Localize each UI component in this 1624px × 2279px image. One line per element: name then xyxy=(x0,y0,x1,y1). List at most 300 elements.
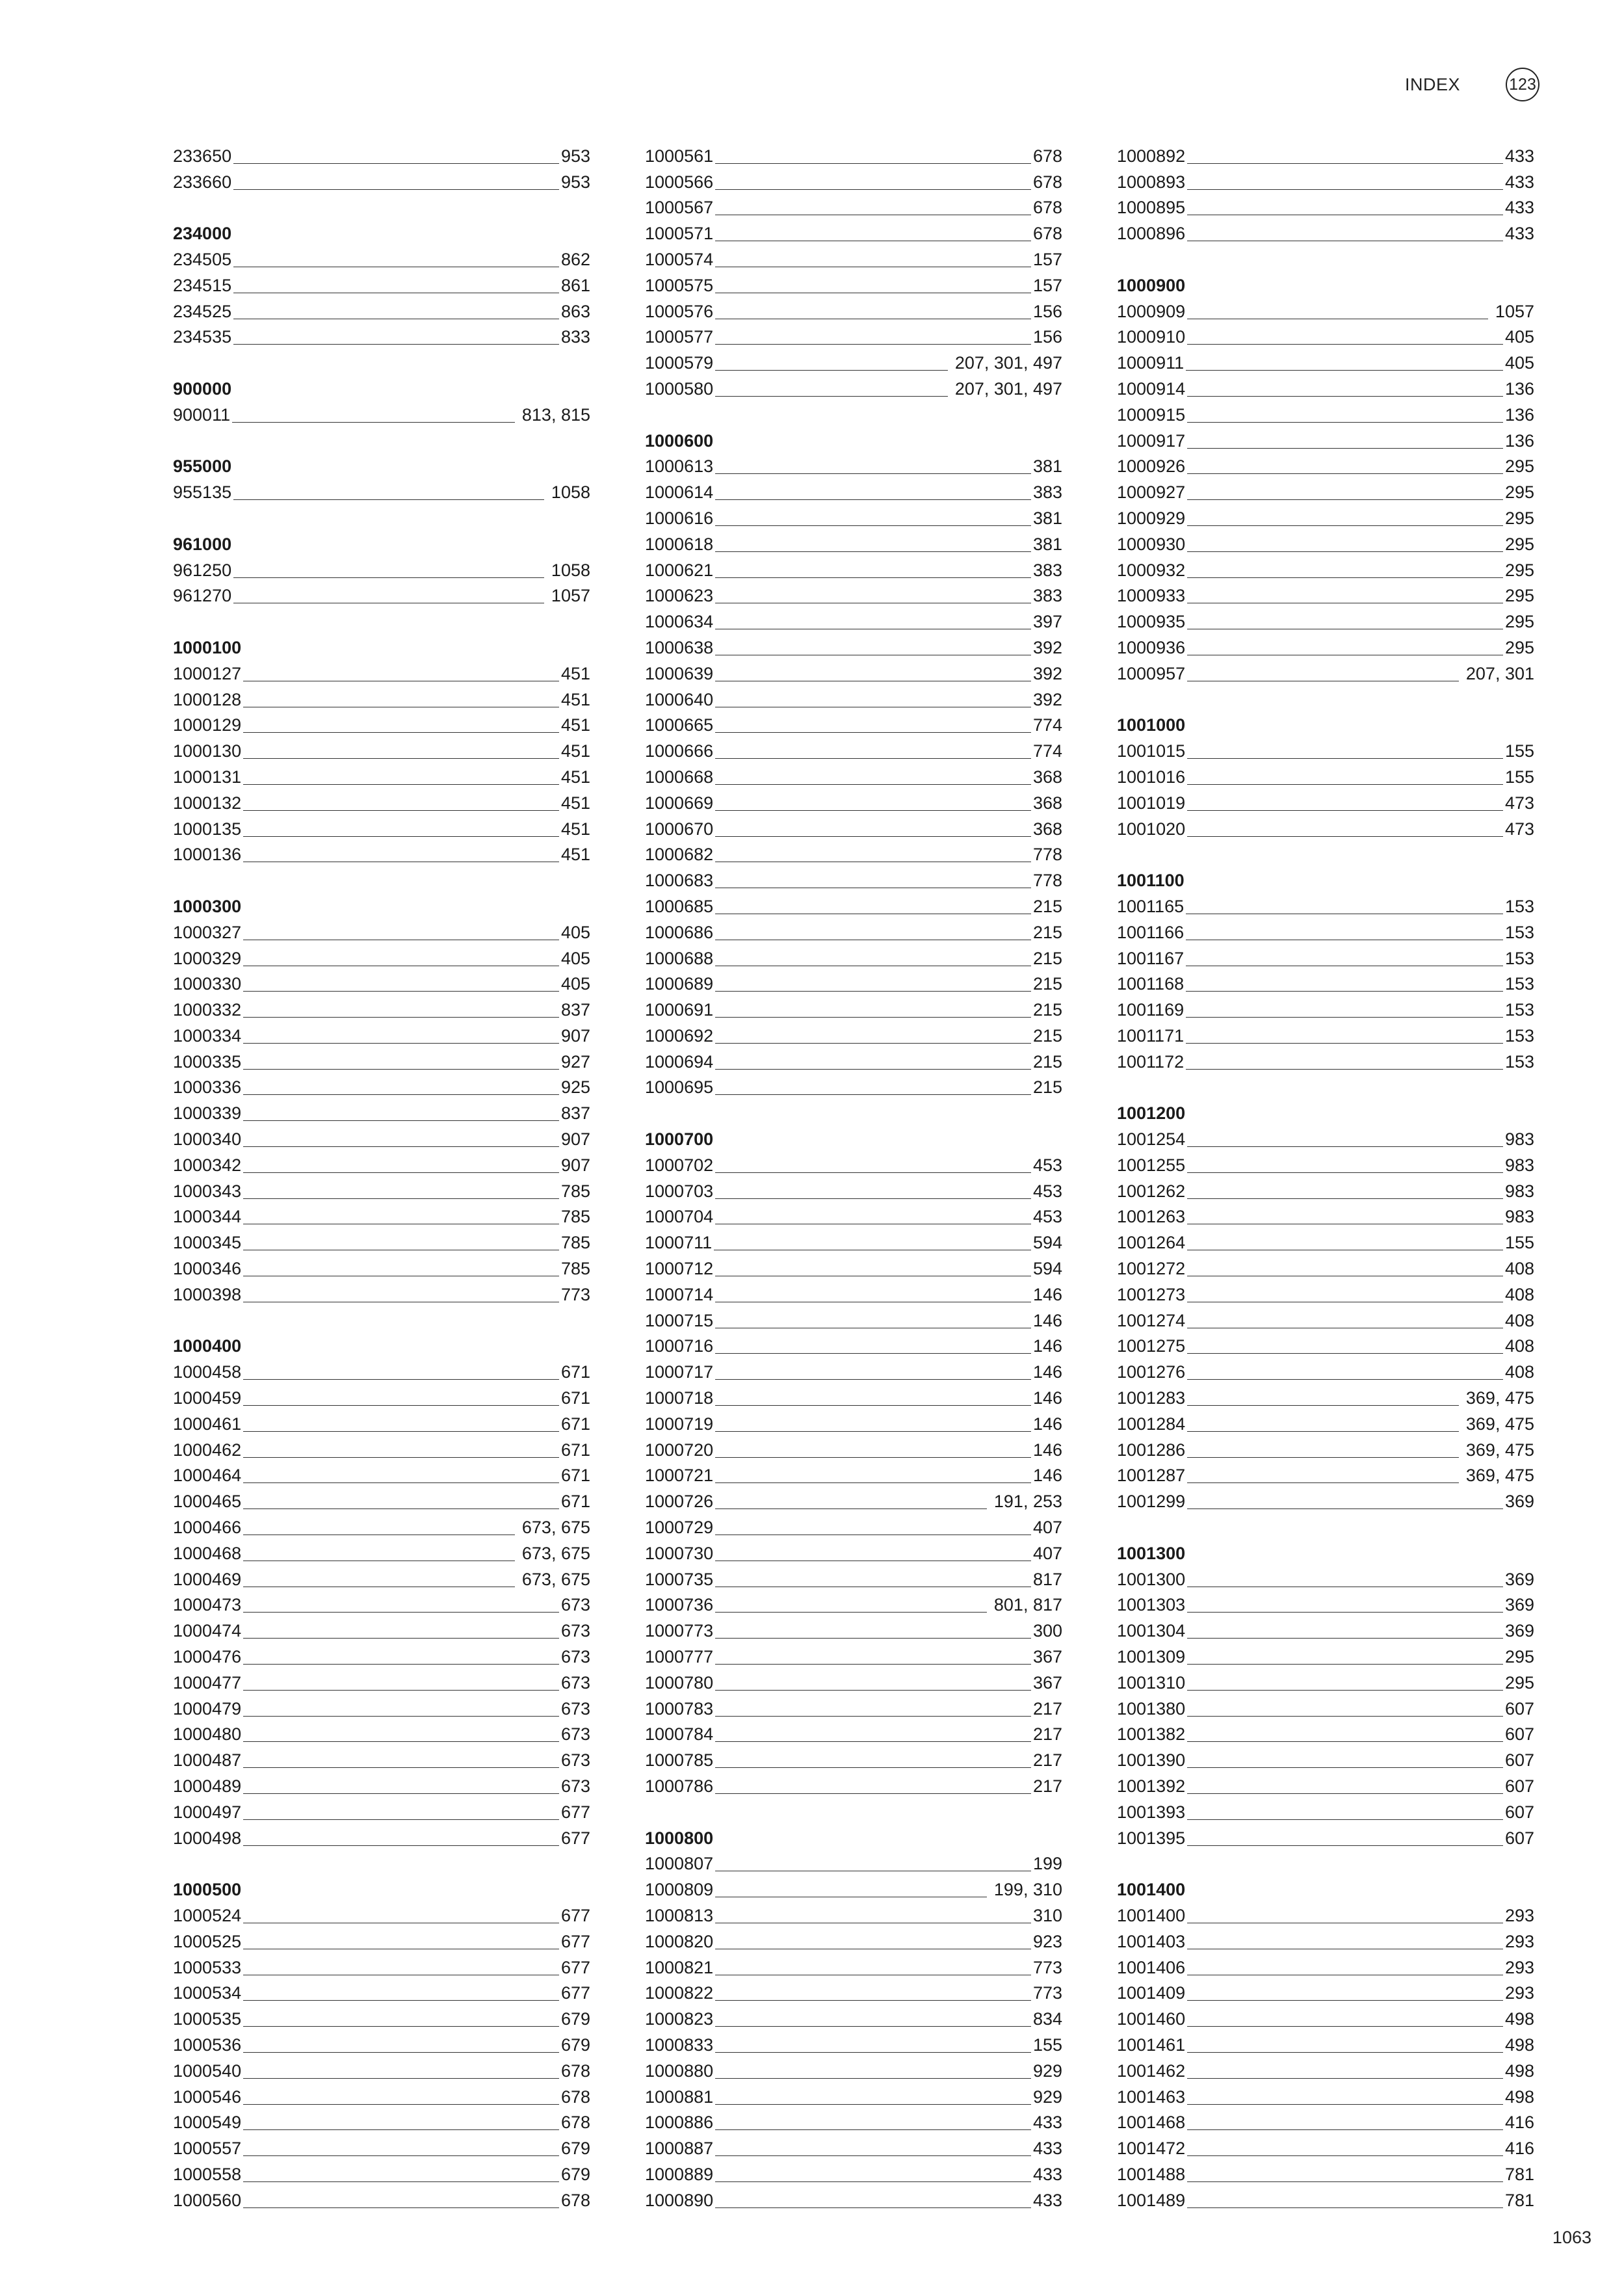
item-code: 1000536 xyxy=(173,2035,242,2055)
item-code: 955135 xyxy=(173,482,232,503)
index-entry xyxy=(1117,503,1534,529)
leader-line xyxy=(1187,1741,1503,1742)
page-reference: 293 xyxy=(1504,1905,1534,1925)
page-reference: 673 xyxy=(560,1672,590,1693)
leader-line xyxy=(715,1352,1031,1354)
leader-line xyxy=(1187,1508,1503,1509)
item-code: 1001167 xyxy=(1117,948,1185,968)
page-reference: 217 xyxy=(1032,1776,1062,1796)
page-reference: 146 xyxy=(1032,1336,1062,1356)
page-reference: 153 xyxy=(1504,1000,1534,1020)
item-code: 1000479 xyxy=(173,1698,242,1719)
item-code: 1000135 xyxy=(173,819,242,839)
index-entry xyxy=(645,2081,1062,2107)
item-code: 1000685 xyxy=(645,896,714,916)
item-code: 1000917 xyxy=(1117,430,1186,451)
leader-line xyxy=(1187,1767,1503,1768)
index-group-heading xyxy=(1117,1098,1534,1124)
index-entry xyxy=(1117,1279,1534,1305)
leader-line xyxy=(243,1974,559,1975)
page-reference: 671 xyxy=(560,1440,590,1460)
page-reference: 416 xyxy=(1504,2113,1534,2133)
leader-line xyxy=(715,2077,1031,2079)
index-entry xyxy=(645,296,1062,322)
page-reference: 433 xyxy=(1032,2190,1062,2210)
spacer xyxy=(173,1305,590,1331)
leader-line xyxy=(715,1611,987,1613)
index-entry xyxy=(1117,2055,1534,2081)
item-code: 1000813 xyxy=(645,1905,714,1925)
index-entry xyxy=(645,1434,1062,1460)
page-reference: 368 xyxy=(1032,767,1062,787)
page-reference: 451 xyxy=(560,793,590,813)
page-reference: 293 xyxy=(1504,1957,1534,1977)
item-code: 1000398 xyxy=(173,1284,242,1304)
index-entry xyxy=(645,2133,1062,2159)
leader-line xyxy=(243,1793,559,1794)
leader-line xyxy=(1187,1637,1503,1639)
index-group-heading xyxy=(173,1331,590,1357)
page-reference: 155 xyxy=(1504,1233,1534,1253)
page-reference: 215 xyxy=(1032,1000,1062,1020)
leader-line xyxy=(243,1404,559,1406)
item-code: 1000343 xyxy=(173,1181,242,1201)
index-entry xyxy=(1117,1952,1534,1978)
index-column-1 xyxy=(173,140,590,2211)
index-entry xyxy=(645,1874,1062,1900)
page-reference: 368 xyxy=(1032,819,1062,839)
index-entry xyxy=(173,1900,590,1926)
leader-line xyxy=(243,1948,559,1949)
item-code: 1001276 xyxy=(1117,1362,1186,1382)
index-entry xyxy=(173,1020,590,1046)
item-code: 1001171 xyxy=(1117,1025,1185,1046)
index-entry xyxy=(1117,1900,1534,1926)
index-entry xyxy=(1117,735,1534,761)
item-code: 1001300 xyxy=(1117,1569,1186,1589)
item-code: 1000909 xyxy=(1117,301,1186,321)
page-reference: 453 xyxy=(1032,1155,1062,1175)
item-code: 1001461 xyxy=(1117,2035,1186,2055)
leader-line xyxy=(1186,965,1503,966)
page-reference: 433 xyxy=(1504,146,1534,166)
item-code: 1001390 xyxy=(1117,1750,1186,1771)
leader-line xyxy=(1186,990,1503,992)
leader-line xyxy=(243,1172,559,1173)
page-reference: 146 xyxy=(1032,1466,1062,1486)
item-code: 1000890 xyxy=(645,2190,714,2210)
item-code: 1001392 xyxy=(1117,1776,1186,1796)
item-code: 1000889 xyxy=(645,2164,714,2184)
item-code: 1000558 xyxy=(173,2164,242,2184)
page-reference: 929 xyxy=(1032,2061,1062,2081)
item-code: 1000458 xyxy=(173,1362,242,1382)
item-code: 1000786 xyxy=(645,1776,714,1796)
page-reference: 679 xyxy=(560,2035,590,2055)
index-entry xyxy=(173,2185,590,2211)
item-code: 1000893 xyxy=(1117,172,1186,192)
leader-line xyxy=(715,939,1031,940)
page-reference: 817 xyxy=(1032,1569,1062,1589)
page-reference: 433 xyxy=(1032,2164,1062,2184)
leader-line xyxy=(1187,1223,1503,1224)
leader-line xyxy=(243,1016,559,1018)
page-reference: 369, 475 xyxy=(1465,1414,1534,1434)
item-code: 900011 xyxy=(173,404,231,425)
leader-line xyxy=(1187,1974,1503,1975)
item-code: 1000461 xyxy=(173,1414,242,1434)
page-reference: 1057 xyxy=(551,586,590,606)
page-number: 1063 xyxy=(1552,2228,1591,2247)
page-reference: 907 xyxy=(560,1155,590,1175)
group-heading-code: 1000800 xyxy=(645,1828,714,1848)
page-reference: 673 xyxy=(560,1776,590,1796)
page-reference: 295 xyxy=(1504,612,1534,632)
page-reference: 861 xyxy=(560,275,590,295)
leader-line xyxy=(1186,369,1503,371)
page-reference: 383 xyxy=(1032,560,1062,580)
index-entry xyxy=(173,1176,590,1202)
item-code: 1000462 xyxy=(173,1440,242,1460)
item-code: 1001409 xyxy=(1117,1983,1186,2003)
page-reference: 834 xyxy=(1032,2009,1062,2029)
leader-line xyxy=(243,2051,559,2053)
page-reference: 433 xyxy=(1504,224,1534,244)
page-reference: 146 xyxy=(1032,1414,1062,1434)
page-reference: 293 xyxy=(1504,1931,1534,1951)
page-reference: 408 xyxy=(1504,1284,1534,1304)
leader-line xyxy=(233,602,544,603)
item-code: 1000480 xyxy=(173,1724,242,1745)
index-entry xyxy=(1117,1667,1534,1693)
item-code: 1000910 xyxy=(1117,327,1186,347)
index-entry xyxy=(645,2029,1062,2055)
group-heading-code: 1000700 xyxy=(645,1129,714,1150)
spacer xyxy=(645,1797,1062,1823)
index-entry xyxy=(173,1952,590,1978)
index-entry xyxy=(645,1849,1062,1875)
item-code: 1000691 xyxy=(645,1000,714,1020)
index-entry xyxy=(1117,1486,1534,1512)
index-entry xyxy=(173,1460,590,1486)
index-entry xyxy=(645,270,1062,296)
item-code: 1000914 xyxy=(1117,378,1186,399)
leader-line xyxy=(243,680,559,681)
index-entry xyxy=(645,710,1062,736)
page-reference: 607 xyxy=(1504,1698,1534,1719)
leader-line xyxy=(243,1275,559,1276)
index-group-heading xyxy=(1117,865,1534,891)
item-code: 1000929 xyxy=(1117,508,1186,528)
group-heading-code: 234000 xyxy=(173,224,232,244)
leader-line xyxy=(243,757,559,759)
index-entry xyxy=(1117,2081,1534,2107)
leader-line xyxy=(1186,1068,1503,1070)
index-entry xyxy=(1117,1408,1534,1434)
leader-line xyxy=(243,939,559,940)
page-reference: 146 xyxy=(1032,1440,1062,1460)
index-entry xyxy=(173,1202,590,1228)
item-code: 1000561 xyxy=(645,146,714,166)
item-code: 1000614 xyxy=(645,482,714,503)
index-entry xyxy=(1117,2185,1534,2211)
index-entry xyxy=(173,2029,590,2055)
item-code: 1000773 xyxy=(645,1621,714,1641)
leader-line xyxy=(1187,1327,1503,1328)
item-code: 1001488 xyxy=(1117,2164,1186,2184)
index-entry xyxy=(1117,1020,1534,1046)
leader-line xyxy=(1187,757,1503,759)
index-entry xyxy=(173,322,590,348)
page-reference: 451 xyxy=(560,663,590,683)
item-code: 1000465 xyxy=(173,1492,242,1512)
leader-line xyxy=(243,1042,559,1044)
item-code: 1000576 xyxy=(645,301,714,321)
leader-line xyxy=(715,2103,1031,2105)
index-entry xyxy=(173,2081,590,2107)
page-reference: 451 xyxy=(560,741,590,761)
group-heading-code: 955000 xyxy=(173,456,232,477)
page-reference: 498 xyxy=(1504,2087,1534,2107)
leader-line xyxy=(715,784,1031,785)
page-reference: 473 xyxy=(1504,819,1534,839)
page-reference: 155 xyxy=(1032,2035,1062,2055)
item-code: 1000780 xyxy=(645,1672,714,1693)
leader-line xyxy=(1187,1146,1503,1147)
item-code: 1000129 xyxy=(173,715,242,735)
section-number-badge: 123 xyxy=(1506,68,1539,101)
index-entry xyxy=(1117,994,1534,1020)
leader-line xyxy=(243,1249,559,1250)
leader-line xyxy=(1187,1378,1503,1380)
group-heading-code: 1001400 xyxy=(1117,1880,1186,1900)
index-entry xyxy=(645,994,1062,1020)
page-reference: 677 xyxy=(560,1828,590,1848)
leader-line xyxy=(243,1611,559,1613)
index-entry xyxy=(173,2003,590,2029)
index-entry xyxy=(645,969,1062,995)
page-reference: 773 xyxy=(1032,1957,1062,1977)
page-reference: 671 xyxy=(560,1492,590,1512)
index-entry xyxy=(173,943,590,969)
page-reference: 927 xyxy=(560,1051,590,1072)
spacer xyxy=(1117,684,1534,710)
leader-line xyxy=(243,2181,559,2182)
item-code: 1000807 xyxy=(645,1854,714,1874)
group-heading-code: 961000 xyxy=(173,534,232,554)
item-code: 1000498 xyxy=(173,1828,242,1848)
leader-line xyxy=(715,1327,1031,1328)
page-reference: 781 xyxy=(1504,2190,1534,2210)
item-code: 1000886 xyxy=(645,2113,714,2133)
index-entry xyxy=(645,1693,1062,1719)
leader-line xyxy=(1187,1301,1503,1302)
leader-line xyxy=(233,163,559,164)
item-code: 1001287 xyxy=(1117,1466,1186,1486)
page-reference: 433 xyxy=(1032,2113,1062,2133)
page-reference: 677 xyxy=(560,1802,590,1822)
item-code: 1001403 xyxy=(1117,1931,1186,1951)
index-entry xyxy=(645,1150,1062,1176)
spacer xyxy=(173,606,590,632)
page-reference: 153 xyxy=(1504,1051,1534,1072)
page-reference: 607 xyxy=(1504,1776,1534,1796)
index-entry xyxy=(645,451,1062,477)
leader-line xyxy=(1187,1611,1503,1613)
leader-line xyxy=(715,1922,1031,1923)
leader-line xyxy=(715,602,1031,603)
leader-line xyxy=(1187,2025,1503,2027)
item-code: 1000473 xyxy=(173,1595,242,1615)
leader-line xyxy=(1186,1042,1503,1044)
page-reference: 381 xyxy=(1032,534,1062,554)
group-heading-code: 1000300 xyxy=(173,896,242,916)
page-reference: 781 xyxy=(1504,2164,1534,2184)
item-code: 1000466 xyxy=(173,1518,242,1538)
spacer xyxy=(1117,1512,1534,1538)
page-reference: 451 xyxy=(560,715,590,735)
leader-line xyxy=(715,1016,1031,1018)
index-entry xyxy=(645,1382,1062,1408)
index-entry xyxy=(645,1719,1062,1745)
item-code: 1000932 xyxy=(1117,560,1186,580)
item-code: 1000342 xyxy=(173,1155,242,1175)
page-reference: 671 xyxy=(560,1466,590,1486)
page-reference: 392 xyxy=(1032,637,1062,657)
index-entry xyxy=(645,1486,1062,1512)
index-entry xyxy=(645,839,1062,865)
index-entry xyxy=(173,140,590,166)
page-reference: 295 xyxy=(1504,456,1534,477)
item-code: 1000936 xyxy=(1117,637,1186,657)
item-code: 1000689 xyxy=(645,974,714,994)
page-reference: 295 xyxy=(1504,637,1534,657)
item-code: 1000665 xyxy=(645,715,714,735)
leader-line xyxy=(1187,1172,1503,1173)
leader-line xyxy=(715,1870,1031,1871)
item-code: 1000497 xyxy=(173,1802,242,1822)
index-entry xyxy=(173,1693,590,1719)
item-code: 1000703 xyxy=(645,1181,714,1201)
group-heading-code: 1000100 xyxy=(173,637,242,657)
item-code: 1000127 xyxy=(173,663,242,683)
item-code: 1000533 xyxy=(173,1957,242,1977)
page-reference: 408 xyxy=(1504,1362,1534,1382)
page-reference: 215 xyxy=(1032,948,1062,968)
item-code: 1000621 xyxy=(645,560,714,580)
item-code: 1000933 xyxy=(1117,586,1186,606)
page-reference: 953 xyxy=(560,146,590,166)
page-reference: 607 xyxy=(1504,1828,1534,1848)
index-entry xyxy=(645,1615,1062,1641)
leader-line xyxy=(715,1741,1031,1742)
leader-line xyxy=(715,810,1031,811)
leader-line xyxy=(715,2051,1031,2053)
index-entry xyxy=(173,658,590,684)
leader-line xyxy=(1186,1016,1503,1018)
page-reference: 295 xyxy=(1504,482,1534,503)
index-entry xyxy=(173,813,590,839)
leader-line xyxy=(243,1586,515,1587)
index-entry xyxy=(645,322,1062,348)
index-entry xyxy=(1117,787,1534,813)
index-entry xyxy=(1117,1460,1534,1486)
leader-line xyxy=(715,1172,1031,1173)
page-reference: 405 xyxy=(560,974,590,994)
leader-line xyxy=(1187,499,1503,500)
leader-line xyxy=(1187,318,1488,319)
item-code: 1000930 xyxy=(1117,534,1186,554)
item-code: 1000736 xyxy=(645,1595,714,1615)
item-code: 1000525 xyxy=(173,1931,242,1951)
page-reference: 678 xyxy=(1032,172,1062,192)
item-code: 1000332 xyxy=(173,1000,242,1020)
item-code: 1000130 xyxy=(173,741,242,761)
item-code: 1001264 xyxy=(1117,1233,1186,1253)
page-reference: 862 xyxy=(560,249,590,269)
index-entry xyxy=(173,1072,590,1098)
item-code: 1000549 xyxy=(173,2113,242,2133)
index-entry xyxy=(173,2107,590,2133)
leader-line xyxy=(715,318,1031,319)
index-entry xyxy=(645,1408,1062,1434)
spacer xyxy=(173,192,590,218)
page-reference: 217 xyxy=(1032,1724,1062,1745)
leader-line xyxy=(715,343,1031,345)
page-reference: 367 xyxy=(1032,1672,1062,1693)
group-heading-code: 1001300 xyxy=(1117,1543,1186,1563)
index-entry xyxy=(645,1202,1062,1228)
index-entry xyxy=(1117,1434,1534,1460)
item-code: 1000574 xyxy=(645,249,714,269)
page-reference: 837 xyxy=(560,1103,590,1124)
page-reference: 433 xyxy=(1032,2139,1062,2159)
item-code: 1000692 xyxy=(645,1025,714,1046)
index-entry xyxy=(645,1667,1062,1693)
page-reference: 1058 xyxy=(551,560,590,580)
leader-line xyxy=(1187,654,1503,655)
leader-line xyxy=(243,1068,559,1070)
leader-line xyxy=(715,887,1031,888)
page-reference: 367 xyxy=(1032,1647,1062,1667)
item-code: 1001166 xyxy=(1117,922,1185,942)
item-code: 1000334 xyxy=(173,1025,242,1046)
index-entry xyxy=(1117,1253,1534,1279)
leader-line xyxy=(715,577,1031,578)
page-reference: 369, 475 xyxy=(1465,1388,1534,1408)
item-code: 1000459 xyxy=(173,1388,242,1408)
index-entry xyxy=(1117,555,1534,581)
leader-line xyxy=(1187,395,1503,397)
page-reference: 155 xyxy=(1504,741,1534,761)
item-code: 1001168 xyxy=(1117,974,1185,994)
leader-line xyxy=(715,1689,1031,1691)
leader-line xyxy=(715,1896,987,1897)
leader-line xyxy=(715,1793,1031,1794)
page-reference: 451 xyxy=(560,689,590,709)
item-code: 1000683 xyxy=(645,871,714,891)
index-entry xyxy=(173,1486,590,1512)
leader-line xyxy=(233,577,544,578)
index-entry xyxy=(1117,761,1534,787)
item-code: 1000464 xyxy=(173,1466,242,1486)
leader-line xyxy=(1187,784,1503,785)
index-entry xyxy=(1117,1564,1534,1590)
index-entry xyxy=(173,761,590,787)
page-reference: 295 xyxy=(1504,508,1534,528)
leader-line xyxy=(233,499,544,500)
leader-line xyxy=(715,836,1031,837)
